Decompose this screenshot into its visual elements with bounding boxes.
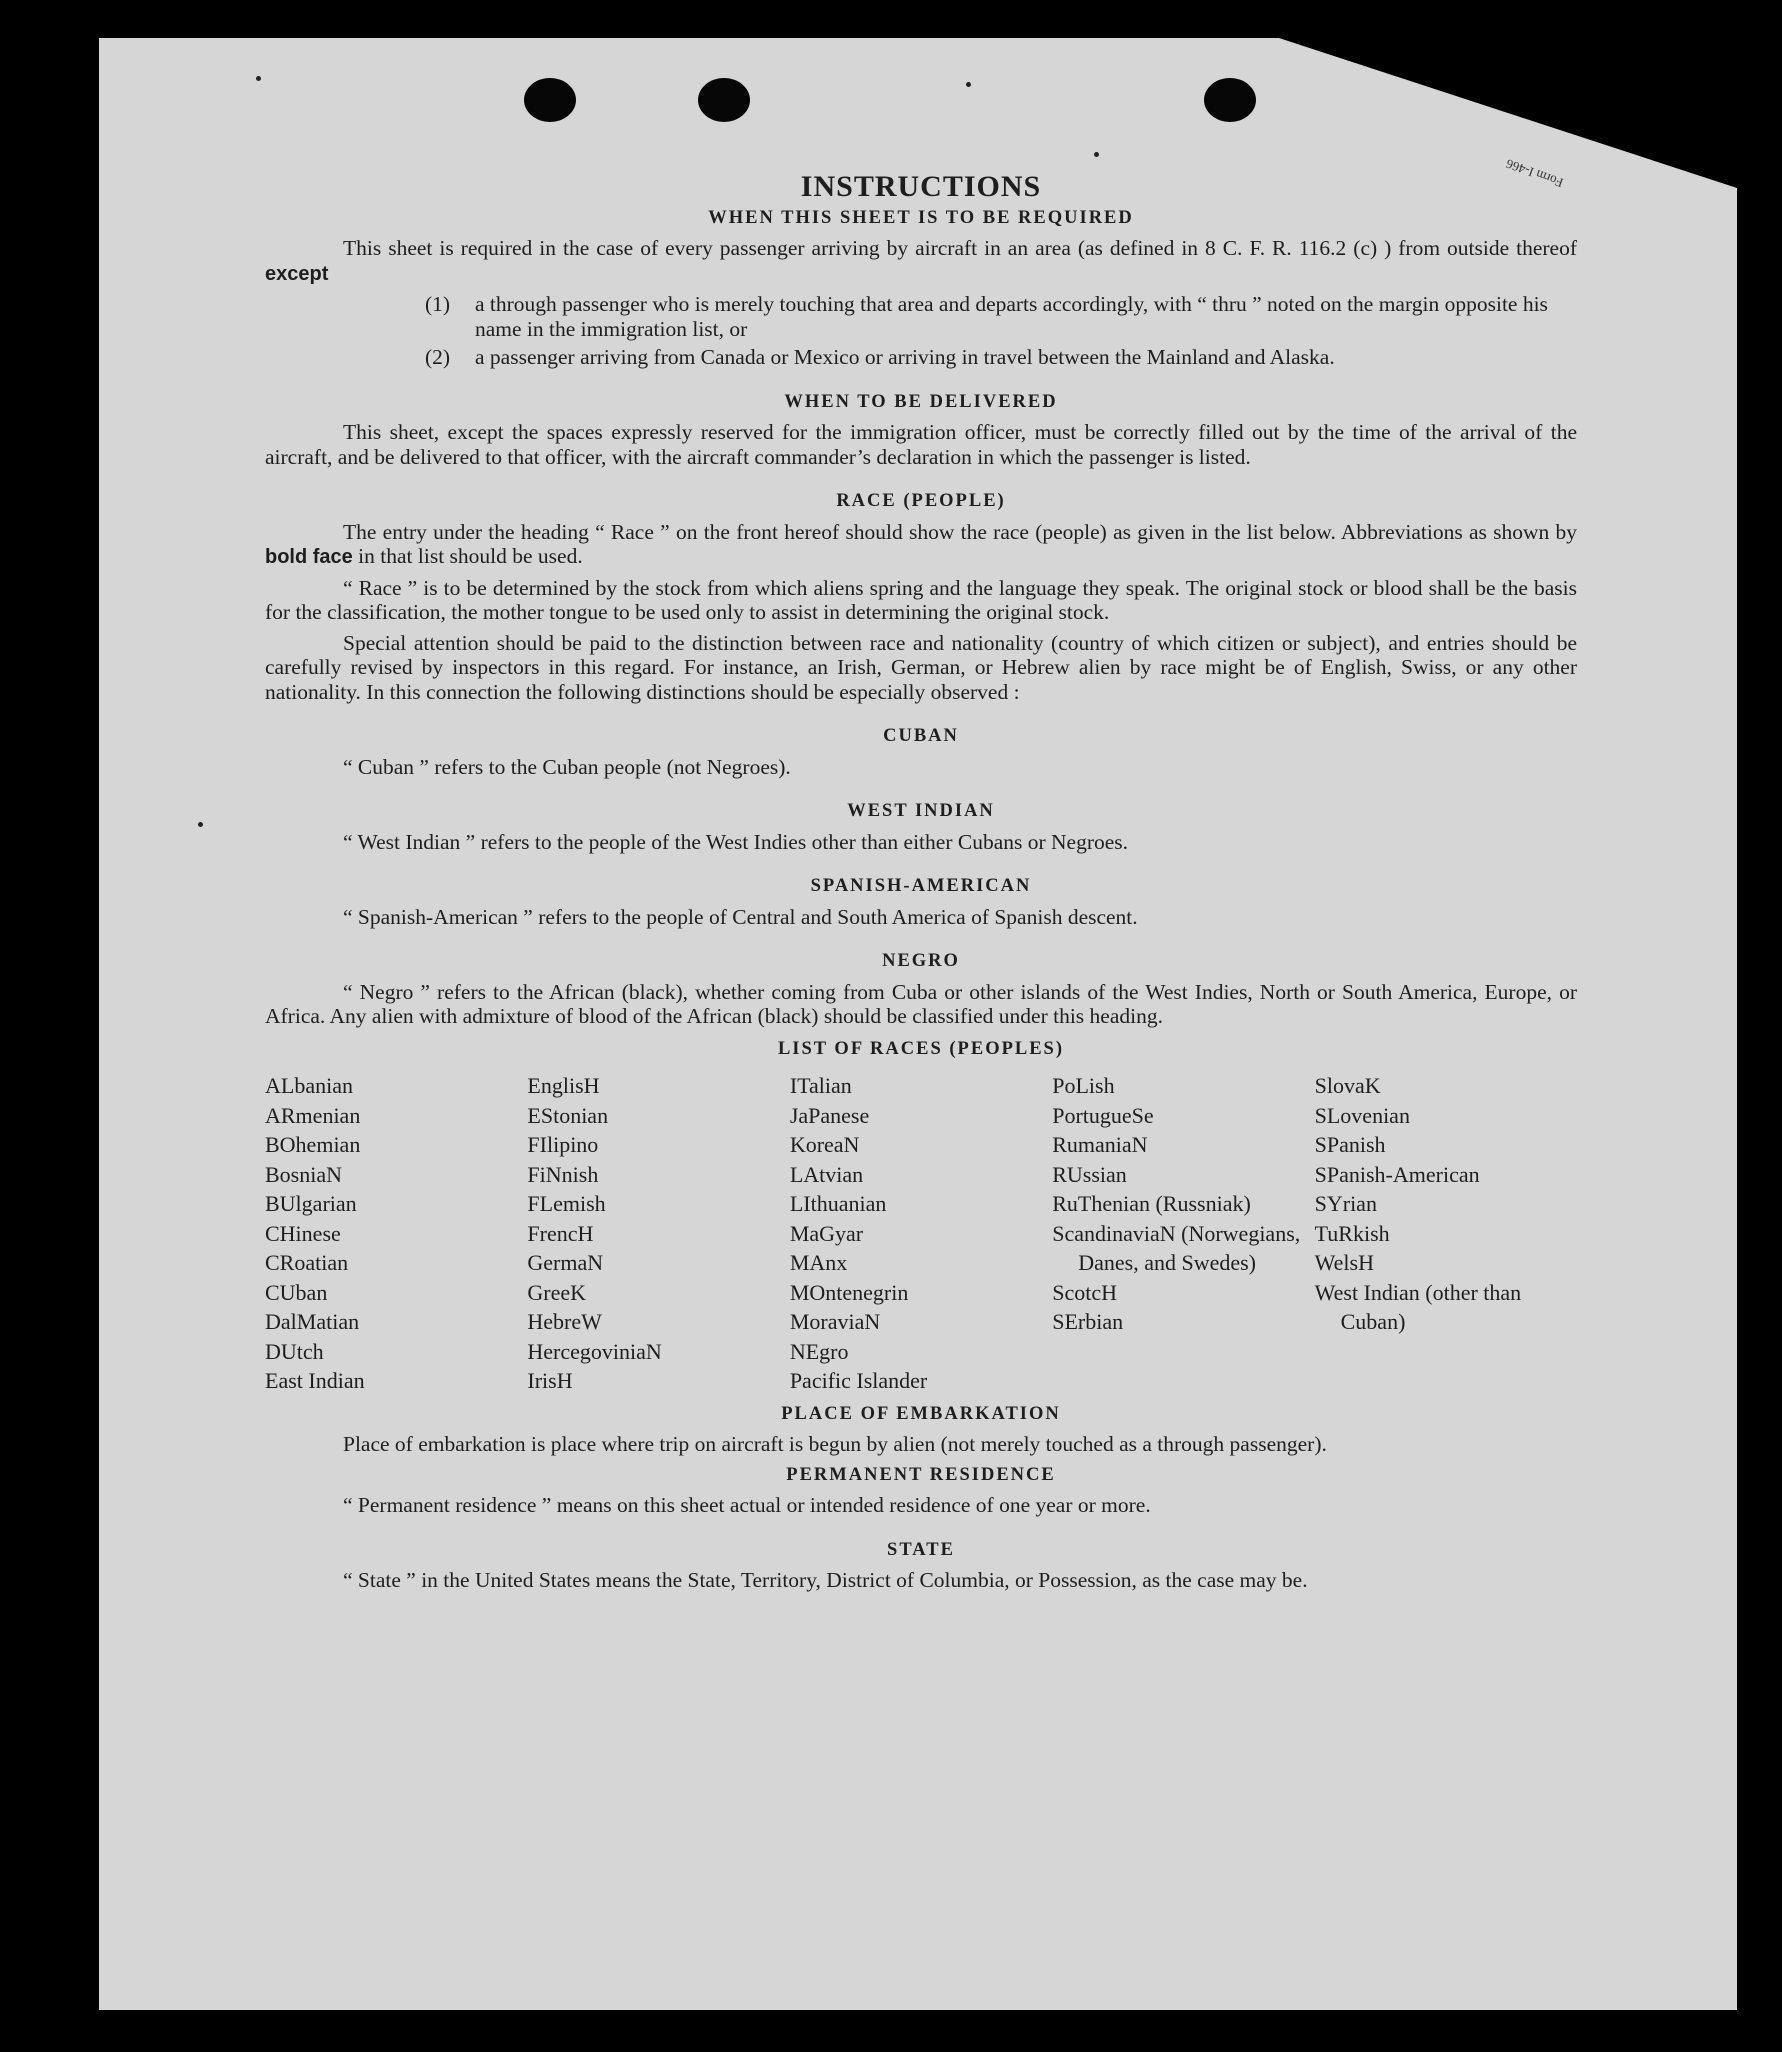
list-item: FIlipino bbox=[527, 1132, 599, 1157]
list-item: East Indian bbox=[265, 1368, 365, 1393]
list-item: FLemish bbox=[527, 1191, 606, 1216]
list-item: RUssian bbox=[1052, 1161, 1127, 1187]
west-indian-paragraph: “ West Indian ” refers to the people of the West Indies other than either Cubans or Negroes. bbox=[343, 829, 1129, 854]
list-item: ARmenian bbox=[265, 1102, 361, 1128]
form-number: Form I-466 bbox=[1504, 156, 1566, 191]
list-item: GermaN bbox=[527, 1250, 604, 1275]
list-item: SYrian bbox=[1314, 1191, 1377, 1216]
list-item: RuThenian (Russniak) bbox=[1052, 1191, 1251, 1216]
list-item: LAtvian bbox=[789, 1161, 864, 1187]
section-heading-list-of-races: LIST OF RACES (PEOPLES) bbox=[777, 1038, 1065, 1059]
races-column-2 bbox=[527, 1071, 789, 1396]
list-item: FrencH bbox=[527, 1220, 594, 1246]
state-paragraph: “ State ” in the United States means the State, Territory, District of Columbia, or Possession, as the case may be. bbox=[343, 1568, 1308, 1592]
list-item: MoraviaN bbox=[789, 1309, 881, 1334]
page-title: INSTRUCTIONS bbox=[800, 170, 1042, 203]
list-item: ALbanian bbox=[265, 1073, 353, 1098]
races-column-4 bbox=[1052, 1071, 1314, 1396]
required-paragraph: This sheet is required in the case of every passenger arriving by aircraft in an area (as defined in 8 C. F. R. 116.2 (c) ) from outside thereof except bbox=[265, 236, 1577, 285]
race-paragraph-1: The entry under the heading “ Race ” on the front hereof should show the race (people) as given in the list below. Abbreviations as shown by bold face in that list should be used. bbox=[265, 519, 1577, 568]
list-item: West Indian (other than Cuban) bbox=[1314, 1279, 1522, 1334]
list-item: KoreaN bbox=[789, 1132, 860, 1157]
races-list bbox=[265, 1071, 1577, 1396]
negro-paragraph: “ Negro ” refers to the African (black), whether coming from Cuba or other islands of the West Indies, North or South America, Europe, or Africa. Any alien with admixture of blood of the African (black) should be classified under this heading. bbox=[265, 979, 1577, 1028]
cuban-paragraph: “ Cuban ” refers to the Cuban people (not Negroes). bbox=[343, 754, 791, 779]
list-item: LIthuanian bbox=[789, 1191, 887, 1216]
list-item: ScotcH bbox=[1052, 1279, 1117, 1305]
list-item: BOhemian bbox=[265, 1132, 361, 1157]
list-item: EnglisH bbox=[527, 1073, 600, 1098]
punch-hole-right bbox=[1204, 78, 1256, 122]
races-column-5 bbox=[1315, 1071, 1577, 1396]
list-item: ITalian bbox=[789, 1073, 852, 1098]
dust-speck bbox=[966, 82, 971, 87]
section-heading-cuban: CUBAN bbox=[883, 726, 959, 746]
list-item: NEgro bbox=[789, 1338, 849, 1364]
races-column-3 bbox=[790, 1071, 1052, 1396]
race-paragraph-3: Special attention should be paid to the distinction between race and nationality (country of which citizen or subject), and entries should be carefully revised by inspectors in this regard. For instance, an Irish, German, or Hebrew alien by race might be of English, Swiss, or any other nationality. In this connection the following distinctions should be especially observed : bbox=[265, 630, 1577, 704]
list-item: HercegoviniaN bbox=[527, 1338, 662, 1364]
list-item: BUlgarian bbox=[265, 1191, 357, 1216]
spanish-american-paragraph: “ Spanish-American ” refers to the people of Central and South America of Spanish descent. bbox=[343, 904, 1138, 929]
list-item: MOntenegrin bbox=[789, 1279, 909, 1305]
list-item: SlovaK bbox=[1314, 1073, 1381, 1098]
section-heading-residence: PERMANENT RESIDENCE bbox=[786, 1464, 1056, 1485]
embarkation-paragraph: Place of embarkation is place where trip on aircraft is begun by alien (not merely touched as a through passenger). bbox=[343, 1432, 1327, 1456]
list-item: SLovenian bbox=[1314, 1102, 1410, 1128]
section-heading-spanish-american: SPANISH-AMERICAN bbox=[810, 876, 1032, 896]
list-item: DUtch bbox=[265, 1338, 324, 1364]
list-item: PoLish bbox=[1052, 1073, 1115, 1098]
list-item: MaGyar bbox=[789, 1220, 864, 1246]
section-heading-state: STATE bbox=[887, 1539, 955, 1560]
list-item: CHinese bbox=[265, 1220, 341, 1246]
section-heading-required: WHEN THIS SHEET IS TO BE REQUIRED bbox=[708, 207, 1134, 228]
exception-item-1: (1) a through passenger who is merely touching that area and departs accordingly, with “ thru ” noted on the margin opposite his name in the immigration list, or bbox=[425, 292, 1548, 341]
race-paragraph-2: “ Race ” is to be determined by the stock from which aliens spring and the language they speak. The original stock or blood shall be the basis for the classification, the mother tongue to be used only to assist in determining the original stock. bbox=[265, 575, 1577, 624]
exception-item-2: (2) a passenger arriving from Canada or Mexico or arriving in travel between the Mainland and Alaska. bbox=[425, 345, 1335, 369]
list-item: PortugueSe bbox=[1052, 1102, 1154, 1128]
list-item: TuRkish bbox=[1314, 1220, 1390, 1246]
punch-hole-left bbox=[524, 78, 576, 122]
section-heading-embarkation: PLACE OF EMBARKATION bbox=[781, 1403, 1061, 1424]
section-heading-delivered: WHEN TO BE DELIVERED bbox=[784, 391, 1058, 412]
list-item: IrisH bbox=[527, 1368, 573, 1393]
list-item: RumaniaN bbox=[1052, 1132, 1148, 1157]
list-item: EStonian bbox=[527, 1102, 609, 1128]
list-item: Pacific Islander bbox=[789, 1368, 928, 1393]
list-item: WelsH bbox=[1314, 1250, 1374, 1275]
races-column-1 bbox=[265, 1071, 527, 1396]
section-heading-negro: NEGRO bbox=[882, 951, 960, 971]
list-item: SPanish bbox=[1314, 1132, 1386, 1157]
dust-speck bbox=[1094, 152, 1099, 157]
list-item: FiNnish bbox=[527, 1161, 599, 1187]
list-item: BosniaN bbox=[265, 1161, 342, 1187]
punch-hole-middle bbox=[698, 78, 750, 122]
list-item: CUban bbox=[265, 1279, 328, 1305]
section-heading-race: RACE (PEOPLE) bbox=[836, 491, 1006, 511]
list-item: HebreW bbox=[527, 1309, 602, 1334]
delivered-paragraph: This sheet, except the spaces expressly reserved for the immigration officer, must be correctly filled out by the time of the arrival of the aircraft, and be delivered to that officer, with the aircraft commander’s declaration in which the passenger is listed. bbox=[265, 420, 1577, 469]
list-item: CRoatian bbox=[265, 1250, 349, 1275]
list-item: SPanish-American bbox=[1314, 1161, 1480, 1187]
dust-speck bbox=[198, 822, 203, 827]
list-item: ScandinaviaN (Norwegians, Danes, and Swedes) bbox=[1052, 1220, 1301, 1275]
list-item: GreeK bbox=[527, 1279, 587, 1305]
residence-paragraph: “ Permanent residence ” means on this sheet actual or intended residence of one year or more. bbox=[343, 1493, 1151, 1517]
dust-speck bbox=[256, 76, 261, 81]
list-item: SErbian bbox=[1052, 1309, 1124, 1334]
section-heading-west-indian: WEST INDIAN bbox=[847, 801, 995, 821]
list-item: JaPanese bbox=[789, 1102, 870, 1128]
list-item: MAnx bbox=[789, 1250, 848, 1275]
list-item: DalMatian bbox=[265, 1309, 360, 1334]
